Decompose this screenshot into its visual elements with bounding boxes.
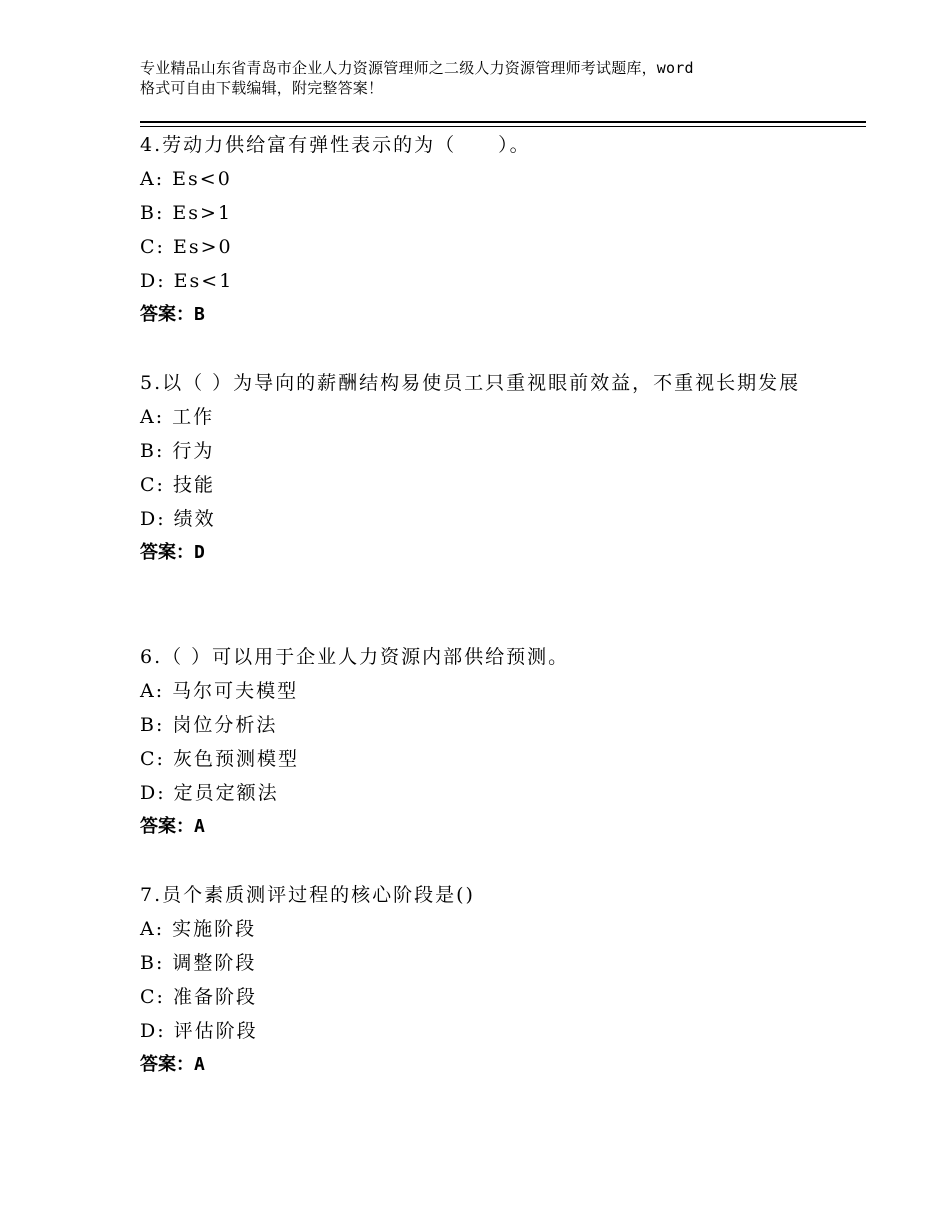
question-text: 6.（ ）可以用于企业人力资源内部供给预测。 xyxy=(140,646,570,668)
option-c: C: 技能 xyxy=(140,474,215,496)
option-b: B: 行为 xyxy=(140,440,215,462)
header-line-2: 格式可自由下载编辑，附完整答案！ xyxy=(140,79,384,97)
option-a: A: 实施阶段 xyxy=(140,918,257,940)
option-b: B: Es>1 xyxy=(140,202,233,224)
answer: 答案：A xyxy=(140,816,205,837)
question-5 xyxy=(140,366,830,570)
option-a: A: Es<0 xyxy=(140,168,232,190)
option-d: D: 绩效 xyxy=(140,508,216,530)
document-header xyxy=(140,58,830,98)
question-4 xyxy=(140,128,830,332)
question-text: 7.员个素质测评过程的核心阶段是() xyxy=(140,884,475,906)
answer: 答案：D xyxy=(140,542,205,563)
option-b: B: 岗位分析法 xyxy=(140,714,278,736)
option-c: C: Es>0 xyxy=(140,236,233,258)
header-line-1: 专业精品山东省青岛市企业人力资源管理师之二级人力资源管理师考试题库，word xyxy=(140,59,694,77)
option-d: D: Es<1 xyxy=(140,270,234,292)
question-7 xyxy=(140,878,830,1082)
option-a: A: 马尔可夫模型 xyxy=(140,680,299,702)
option-a: A: 工作 xyxy=(140,406,215,428)
option-c: C: 灰色预测模型 xyxy=(140,748,299,770)
header-divider-thin xyxy=(140,126,866,127)
answer: 答案：B xyxy=(140,304,205,325)
option-d: D: 评估阶段 xyxy=(140,1020,258,1042)
option-b: B: 调整阶段 xyxy=(140,952,257,974)
question-6 xyxy=(140,640,830,844)
answer: 答案：A xyxy=(140,1054,205,1075)
option-c: C: 准备阶段 xyxy=(140,986,257,1008)
option-d: D: 定员定额法 xyxy=(140,782,279,804)
question-text: 5.以（ ）为导向的薪酬结构易使员工只重视眼前效益，不重视长期发展 xyxy=(140,372,801,394)
question-text: 4.劳动力供给富有弹性表示的为（ ）。 xyxy=(140,134,531,156)
header-divider-thick xyxy=(140,121,866,123)
